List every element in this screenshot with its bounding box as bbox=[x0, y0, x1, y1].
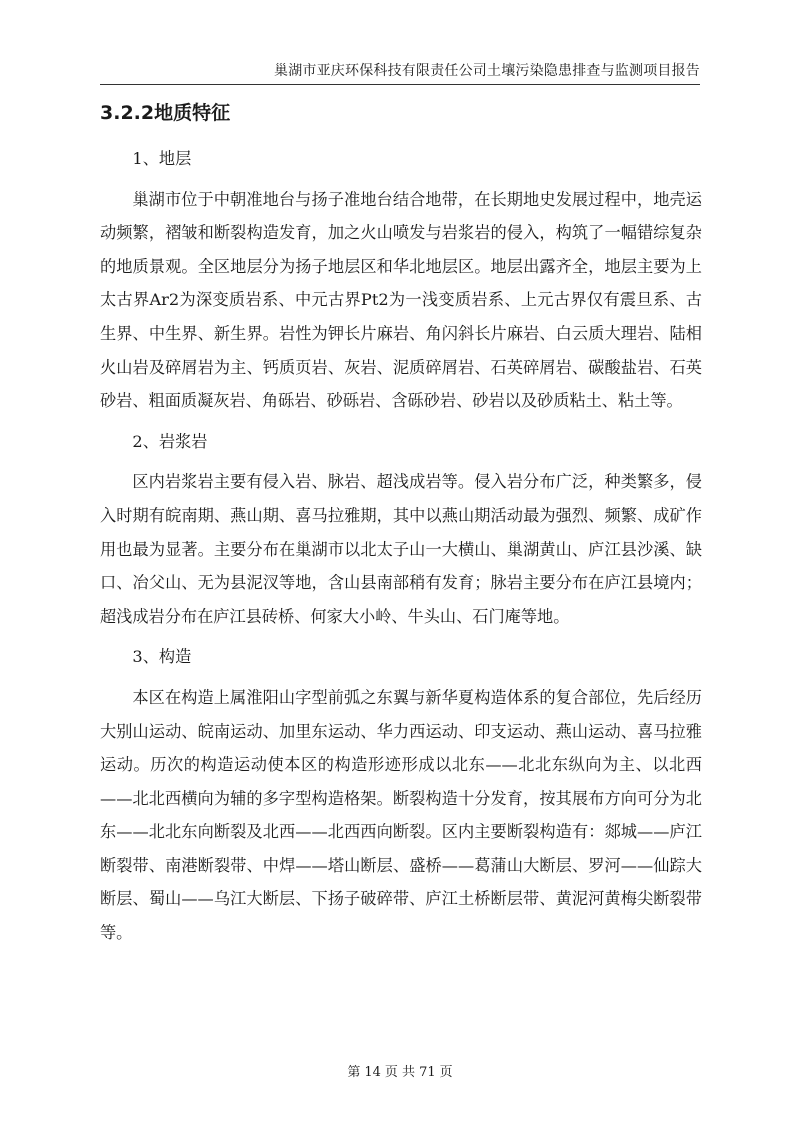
document-body bbox=[100, 142, 702, 957]
footer-suffix: 页 bbox=[439, 1065, 453, 1080]
subheading-magmatic-rock: 2、岩浆岩 bbox=[132, 431, 208, 451]
footer-prefix: 第 bbox=[347, 1065, 361, 1080]
subheading-strata: 1、地层 bbox=[132, 149, 192, 168]
page-header: 巢湖市亚庆环保科技有限责任公司土壤污染隐患排查与监测项目报告 bbox=[274, 63, 700, 79]
page-number: 14 bbox=[364, 1065, 381, 1080]
footer-mid: 页 共 bbox=[384, 1065, 416, 1080]
total-pages: 71 bbox=[419, 1065, 436, 1080]
paragraph-structure: 本区在构造上属淮阳山字型前弧之东翼与新华夏构造体系的复合部位，先后经历大别山运动、皖南运动、加里东运动、华力西运动、印支运动、燕山运动、喜马拉雅运动。历次的构造运动使本区的构造形迹形成以北东——北北东纵向为主、以北西——北北西横向为辅的多字型构造格架。断裂构造十分发育，按其展布方向可分为北东——北北东向断裂及北西——北西西向断裂。区内主要断裂构造有：郯城——庐江断裂带、南港断裂带、中焊——塔山断层、盛桥——葛蒲山大断层、罗河——仙踪大断层、蜀山——乌江大断层、下扬子破碎带、庐江土桥断层带、黄泥河黄梅尖断裂带等。 bbox=[100, 687, 702, 943]
page-footer bbox=[0, 1064, 800, 1082]
subheading-structure: 3、构造 bbox=[132, 647, 192, 667]
paragraph-magmatic-rock: 区内岩浆岩主要有侵入岩、脉岩、超浅成岩等。侵入岩分布广泛，种类繁多，侵入时期有皖南期、燕山期、喜马拉雅期，其中以燕山期活动最为强烈、频繁、成矿作用也最为显著。主要分布在巢湖市以北太子山一大横山、巢湖黄山、庐江县沙溪、缺口、冶父山、无为县泥汊等地，含山县南部稍有发育；脉岩主要分布在庐江县境内；超浅成岩分布在庐江县砖桥、何家大小岭、牛头山、石门庵等地。 bbox=[100, 472, 702, 626]
header-divider bbox=[100, 84, 700, 85]
section-title: 3.2.2地质特征 bbox=[100, 102, 231, 124]
paragraph-strata: 巢湖市位于中朝准地台与扬子准地台结合地带，在长期地史发展过程中，地壳运动频繁，褶皱和断裂构造发育，加之火山喷发与岩浆岩的侵入，构筑了一幅错综复杂的地质景观。全区地层分为扬子地层区和华北地层区。地层出露齐全，地层主要为上太古界Ar2为深变质岩系、中元古界Pt2为一浅变质岩系、上元古界仅有震旦系、古生界、中生界、新生界。岩性为钾长片麻岩、角闪斜长片麻岩、白云质大理岩、陆相火山岩及碎屑岩为主、钙质页岩、灰岩、泥质碎屑岩、石英碎屑岩、碳酸盐岩、石英砂岩、粗面质凝灰岩、角砾岩、砂砾岩、含砾砂岩、砂岩以及砂质粘土、粘土等。 bbox=[100, 189, 702, 411]
